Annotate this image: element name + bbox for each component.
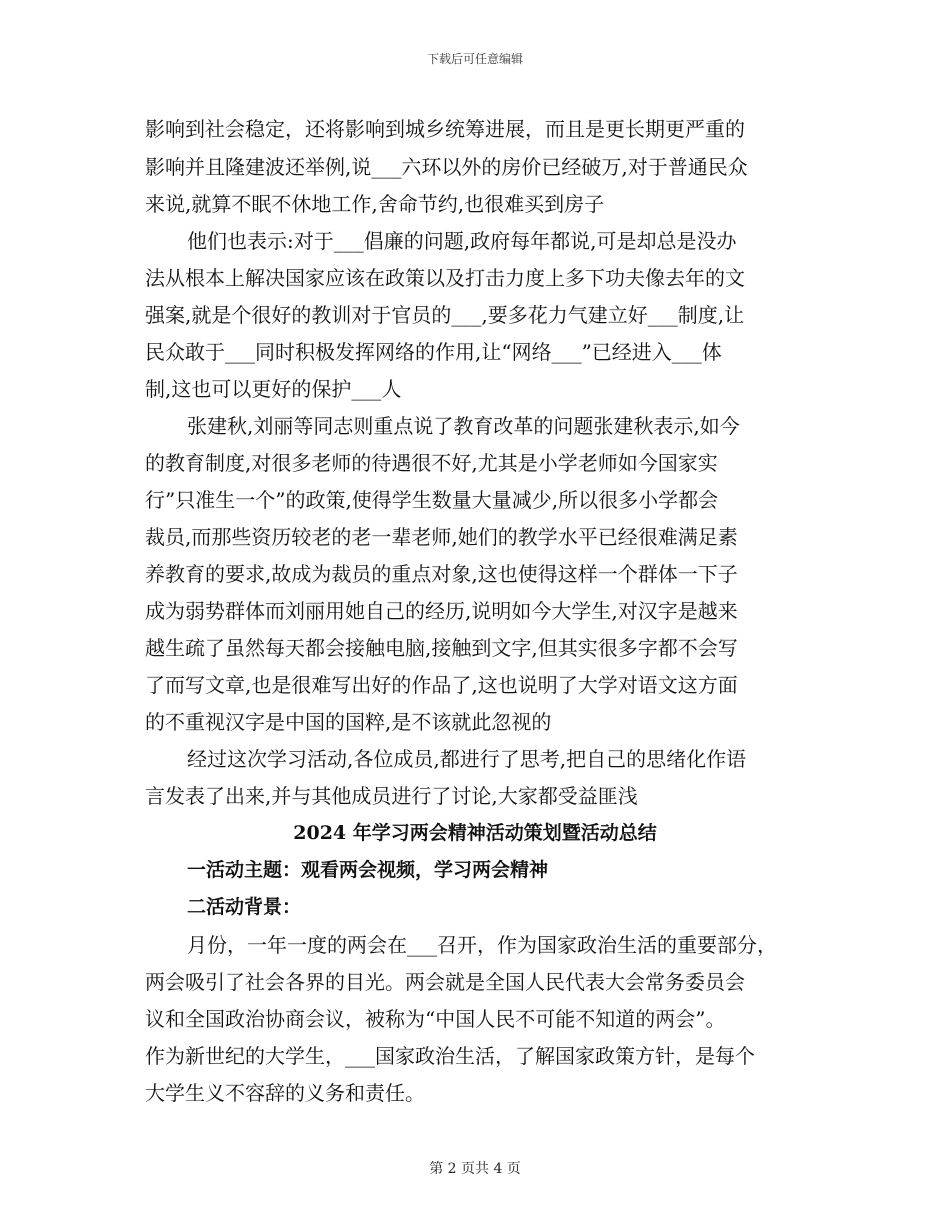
- paragraph-line: 的教育制度,对很多老师的待遇很不好,尤其是小学老师如今国家实: [145, 451, 718, 475]
- section-heading: 二活动背景：: [187, 896, 302, 918]
- paragraph-line: 月份，一年一度的两会在___召开，作为国家政治生活的重要部分，: [187, 933, 777, 957]
- paragraph-line: 作为新世纪的大学生，___国家政治生活，了解国家政策方针，是每个: [145, 1044, 755, 1068]
- paragraph-line: 越生疏了虽然每天都会接触电脑,接触到文字,但其实很多字都不会写: [145, 636, 738, 660]
- paragraph-line: 制,这也可以更好的保护___人: [145, 377, 402, 401]
- document-title: 2024 年学习两会精神活动策划暨活动总结: [293, 822, 657, 844]
- paragraph-line: 民众敢于___同时积极发挥网络的作用,让“网络___”已经进入___体: [145, 340, 722, 364]
- paragraph-line: 养教育的要求,故成为裁员的重点对象,这也使得这样一个群体一下子: [145, 562, 738, 586]
- page-header: 下载后可任意编辑: [426, 52, 523, 66]
- paragraph-line: 行”只准生一个”的政策,使得学生数量大量减少,所以很多小学都会: [145, 488, 719, 512]
- paragraph-line: 强案,就是个很好的教训对于官员的___,要多花力气建立好___制度,让: [145, 303, 745, 327]
- section-heading: 一活动主题：观看两会视频，学习两会精神: [187, 859, 549, 881]
- paragraph-line: 来说,就算不眠不休地工作,舍命节约,也很难买到房子: [145, 192, 605, 216]
- paragraph-line: 他们也表示:对于___倡廉的问题,政府每年都说,可是却总是没办: [187, 229, 737, 253]
- paragraph-line: 影响并且隆建波还举例,说___六环以外的房价已经破万,对于普通民众: [145, 155, 748, 179]
- paragraph-line: 议和全国政治协商会议，被称为“中国人民不可能不知道的两会”。: [145, 1007, 726, 1031]
- paragraph-line: 裁员,而那些资历较老的老一辈老师,她们的教学水平已经很难满足素: [145, 525, 738, 549]
- paragraph-line: 大学生义不容辞的义务和责任。: [145, 1081, 425, 1105]
- paragraph-line: 言发表了出来,并与其他成员进行了讨论,大家都受益匪浅: [145, 784, 638, 808]
- paragraph-line: 影响到社会稳定，还将影响到城乡统筹进展，而且是更长期更严重的: [145, 117, 745, 141]
- page-footer: 第 2 页共 4 页: [429, 1161, 521, 1177]
- paragraph-line: 张建秋,刘丽等同志则重点说了教育改革的问题张建秋表示,如今: [187, 414, 740, 438]
- paragraph-line: 的不重视汉字是中国的国粹,是不该就此忽视的: [145, 710, 552, 734]
- paragraph-line: 经过这次学习活动,各位成员,都进行了思考,把自己的思绪化作语: [187, 747, 747, 771]
- paragraph-line: 两会吸引了社会各界的目光。两会就是全国人民代表大会常务委员会: [145, 970, 745, 994]
- paragraph-line: 法从根本上解决国家应该在政策以及打击力度上多下功夫像去年的文: [145, 266, 745, 290]
- paragraph-line: 了而写文章,也是很难写出好的作品了,这也说明了大学对语文这方面: [145, 673, 738, 697]
- paragraph-line: 成为弱势群体而刘丽用她自己的经历,说明如今大学生,对汉字是越来: [145, 599, 738, 623]
